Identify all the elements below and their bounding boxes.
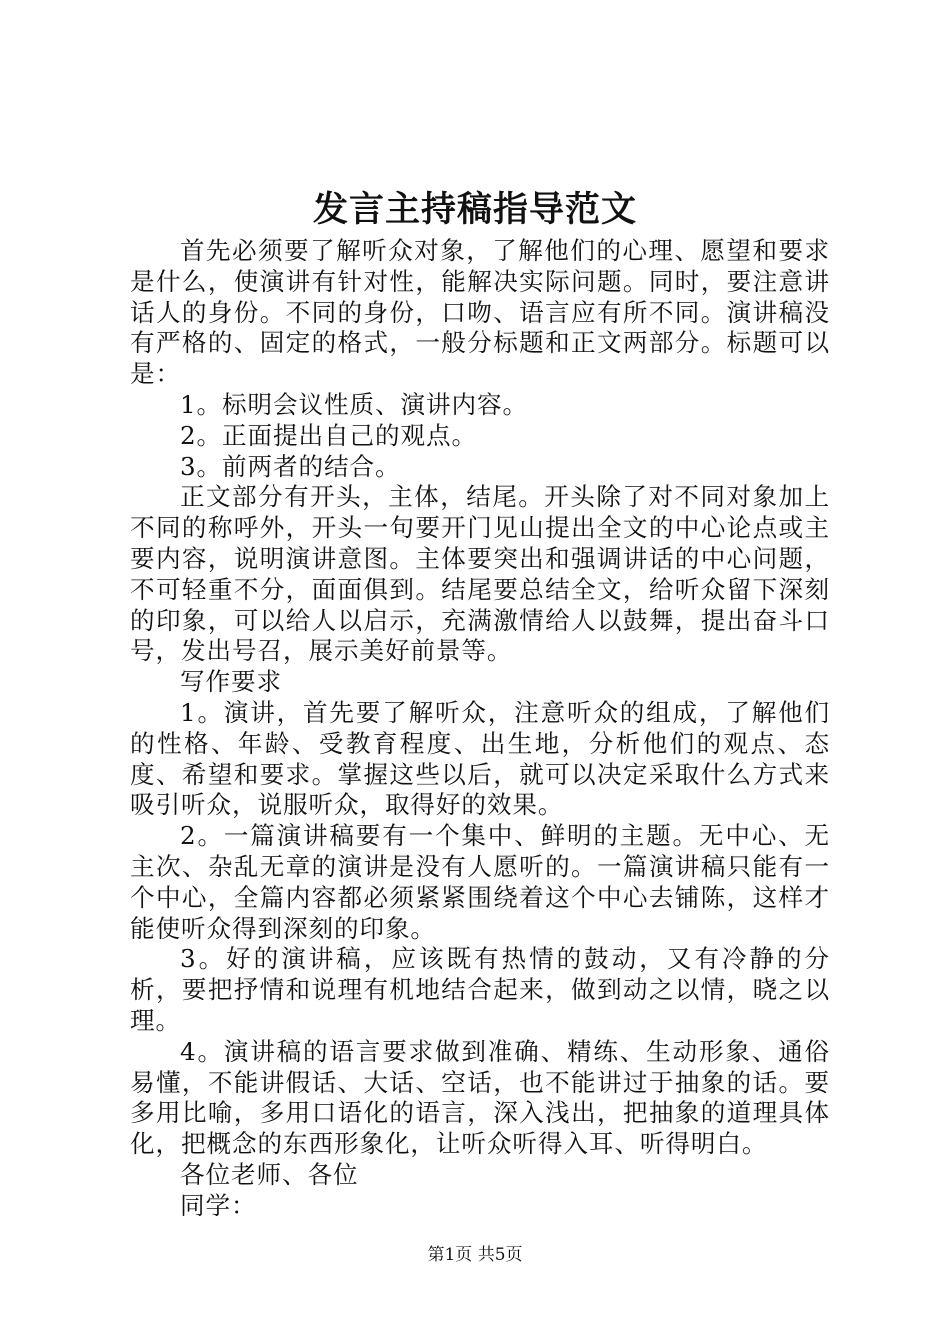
paragraph-title-option-3: 3。前两者的结合。 [180, 451, 401, 481]
section-heading-writing-requirements: 写作要求 [180, 667, 282, 697]
paragraph-intro: 首先必须要了解听众对象，了解他们的心理、愿望和要求是什么，使演讲有针对性，能解决实际问题。同时，要注意讲话人的身份。不同的身份，口吻、语言应有所不同。演讲稿没有严格的、固定的格式，一般分标题和正文两部分。标题可以是： [130, 236, 830, 389]
paragraph-requirement-4: 4。演讲稿的语言要求做到准确、精练、生动形象、通俗易懂，不能讲假话、大话、空话，也不能讲过于抽象的话。要多用比喻，多用口语化的语言，深入浅出，把抽象的道理具体化，把概念的东西形象化，让听众听得入耳、听得明白。 [130, 1036, 830, 1159]
page-number-footer: 第1页 共5页 [427, 1245, 523, 1265]
paragraph-title-option-1: 1。标明会议性质、演讲内容。 [180, 389, 528, 419]
paragraph-salutation-1: 各位老师、各位 [180, 1159, 359, 1189]
paragraph-requirement-3: 3。好的演讲稿，应该既有热情的鼓动，又有冷静的分析，要把抒情和说理有机地结合起来，做到动之以情，晓之以理。 [130, 944, 830, 1035]
paragraph-requirement-1: 1。演讲，首先要了解听众，注意听众的组成，了解他们的性格、年龄、受教育程度、出生地，分析他们的观点、态度、希望和要求。掌握这些以后，就可以决定采取什么方式来吸引听众，说服听众，取得好的效果。 [130, 697, 830, 820]
paragraph-body-structure: 正文部分有开头，主体，结尾。开头除了对不同对象加上不同的称呼外，开头一句要开门见山提出全文的中心论点或主要内容，说明演讲意图。主体要突出和强调讲话的中心问题，不可轻重不分，面面俱到。结尾要总结全文，给听众留下深刻的印象，可以给人以启示，充满激情给人以鼓舞，提出奋斗口号，发出号召，展示美好前景等。 [130, 482, 830, 666]
paragraph-requirement-2: 2。一篇演讲稿要有一个集中、鲜明的主题。无中心、无主次、杂乱无章的演讲是没有人愿听的。一篇演讲稿只能有一个中心，全篇内容都必须紧紧围绕着这个中心去铺陈，这样才能使听众得到深刻的印象。 [130, 821, 830, 943]
paragraph-salutation-2: 同学： [180, 1190, 257, 1220]
document-title: 发言主持稿指导范文 [312, 189, 637, 230]
document-body [130, 236, 830, 1222]
paragraph-title-option-2: 2。正面提出自己的观点。 [180, 420, 477, 450]
